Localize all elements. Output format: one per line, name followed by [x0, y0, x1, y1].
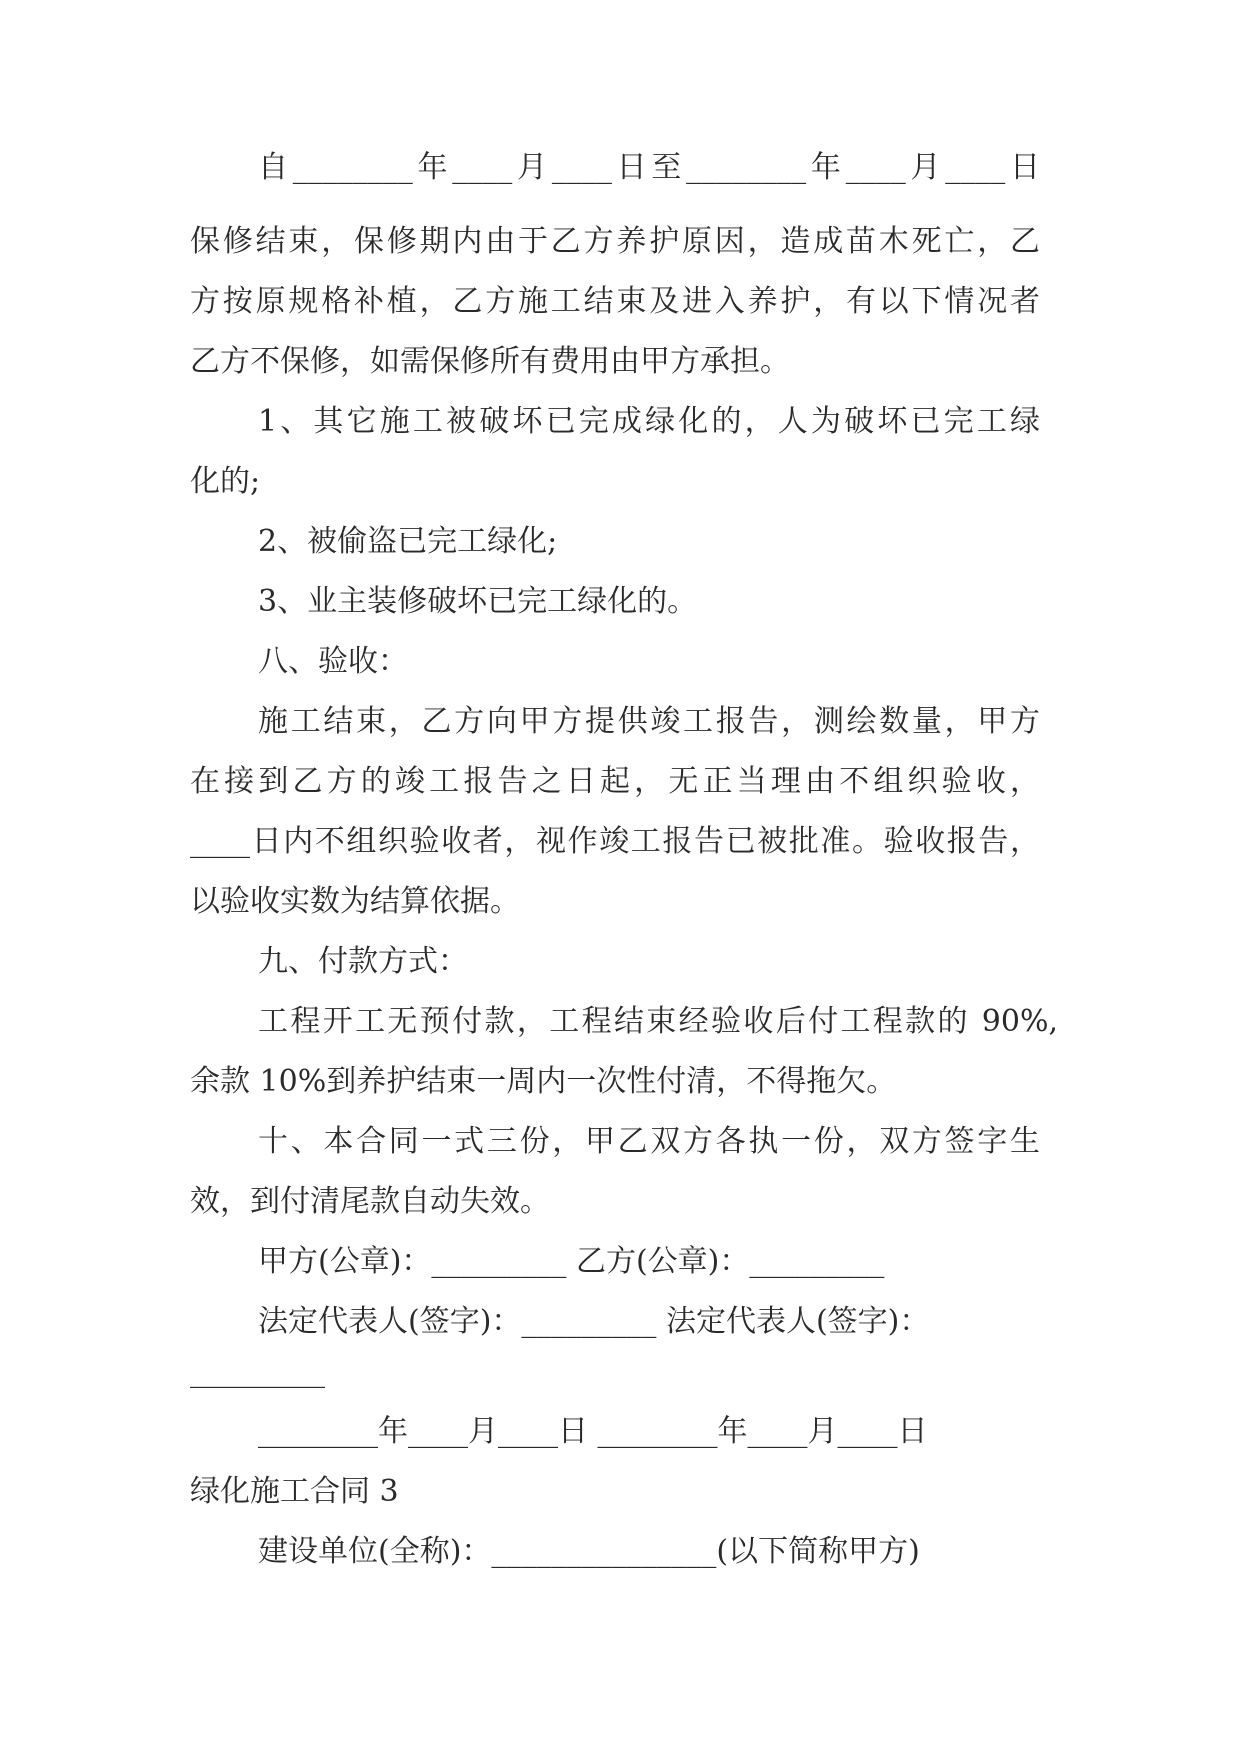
body-text-line: 施工结束，乙方向甲方提供竣工报告，测绘数量，甲方 [258, 704, 1040, 739]
body-text-line: ____日内不组织验收者，视作竣工报告已被批准。验收报告， [190, 824, 1040, 859]
list-item-2: 2、被偷盗已完工绿化; [258, 524, 558, 559]
date-line: ________年____月____日 ________年____月____日 [258, 1414, 928, 1449]
body-text-line: 保修结束，保修期内由于乙方养护原因，造成苗木死亡，乙 [190, 224, 1040, 259]
section-heading-copies: 十、本合同一式三份，甲乙双方各执一份，双方签字生 [258, 1124, 1040, 1159]
body-text-line: 以验收实数为结算依据。 [190, 884, 520, 919]
body-text-line: 方按原规格补植，乙方施工结束及进入养护，有以下情况者 [190, 284, 1040, 319]
seal-signature-line: 甲方(公章)：_________ 乙方(公章)：_________ [258, 1244, 885, 1279]
body-text-line: 效，到付清尾款自动失效。 [190, 1184, 550, 1219]
list-item-3: 3、业主装修破坏已完工绿化的。 [258, 584, 698, 619]
representative-signature-line: 法定代表人(签字)：_________ 法定代表人(签字)： [258, 1304, 930, 1339]
contract-title: 绿化施工合同 3 [190, 1474, 399, 1509]
party-a-line: 建设单位(全称)：_______________(以下简称甲方) [258, 1534, 920, 1569]
body-text-line: 工程开工无预付款，工程结束经验收后付工程款的 90%, [258, 1004, 1058, 1039]
body-text-line: 乙方不保修，如需保修所有费用由甲方承担。 [190, 344, 790, 379]
signature-blank: _________ [190, 1354, 325, 1389]
list-item-1: 1、其它施工被破坏已完成绿化的，人为破坏已完工绿 [258, 404, 1040, 439]
body-text-line: 在接到乙方的竣工报告之日起，无正当理由不组织验收， [190, 764, 1040, 799]
warranty-period-line: 自________年____月____日至________年____月____日 [258, 150, 1040, 185]
body-text-line: 余款 10%到养护结束一周内一次性付清，不得拖欠。 [190, 1064, 897, 1099]
section-heading-payment: 九、付款方式： [258, 944, 468, 979]
list-item-1-continued: 化的; [190, 464, 261, 499]
section-heading-acceptance: 八、验收： [258, 644, 408, 679]
